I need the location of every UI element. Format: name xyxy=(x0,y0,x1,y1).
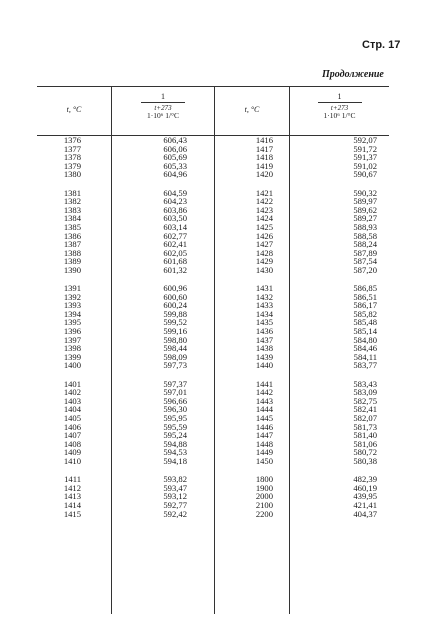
temperature-cell: 1377 xyxy=(63,143,81,154)
row-group xyxy=(135,136,187,179)
value-cell: 603,14 xyxy=(163,221,187,232)
row-group xyxy=(45,284,81,370)
value-cell: 460,19 xyxy=(353,482,377,493)
conversion-table xyxy=(37,86,389,623)
value-cell: 605,33 xyxy=(163,160,187,171)
row-group xyxy=(325,136,377,179)
temperature-cell: 1388 xyxy=(63,247,81,258)
column-value-left xyxy=(135,136,187,528)
fraction-numerator: 1 xyxy=(161,92,165,101)
column-t-right xyxy=(237,136,273,528)
column-t-left xyxy=(45,136,81,528)
header-fraction-1 xyxy=(112,93,214,121)
row-group xyxy=(325,380,377,466)
row-group xyxy=(237,189,273,275)
body-divider xyxy=(111,136,112,614)
temperature-cell: 1424 xyxy=(255,213,273,224)
value-cell: 599,16 xyxy=(163,326,187,337)
value-cell: 586,17 xyxy=(353,300,377,311)
temperature-cell: 1444 xyxy=(255,404,273,415)
value-cell: 581,73 xyxy=(353,421,377,432)
temperature-cell: 1447 xyxy=(255,430,273,441)
temperature-cell: 1380 xyxy=(63,169,81,180)
temperature-cell: 1428 xyxy=(255,247,273,258)
value-cell: 603,86 xyxy=(163,204,187,215)
temperature-cell: 1414 xyxy=(63,499,81,510)
temperature-cell: 1433 xyxy=(255,300,273,311)
row-group xyxy=(237,284,273,370)
header-frac-col-2 xyxy=(290,87,389,135)
temperature-cell: 1434 xyxy=(255,308,273,319)
row-group xyxy=(135,284,187,370)
temperature-cell: 1401 xyxy=(63,378,81,389)
value-cell: 604,59 xyxy=(163,187,187,198)
value-cell: 606,43 xyxy=(163,135,187,145)
value-cell: 590,67 xyxy=(353,169,377,180)
temperature-cell: 1384 xyxy=(63,213,81,224)
temperature-cell: 1416 xyxy=(255,135,273,145)
value-cell: 590,32 xyxy=(353,187,377,198)
temperature-cell: 1432 xyxy=(255,291,273,302)
fraction-numerator: 1 xyxy=(337,92,342,101)
temperature-cell: 1396 xyxy=(63,326,81,337)
value-cell: 596,30 xyxy=(163,404,187,415)
temperature-cell: 1402 xyxy=(63,387,81,398)
value-cell: 604,96 xyxy=(163,169,187,180)
value-cell: 591,37 xyxy=(353,152,377,163)
temperature-cell: 1387 xyxy=(63,239,81,250)
header-t-label-2: t, °C xyxy=(244,105,260,114)
value-cell: 482,39 xyxy=(353,474,377,485)
value-cell: 603,50 xyxy=(163,213,187,224)
value-cell: 601,68 xyxy=(163,256,187,267)
temperature-cell: 1422 xyxy=(255,196,273,207)
row-group xyxy=(237,136,273,179)
value-cell: 589,62 xyxy=(353,204,377,215)
value-cell: 599,52 xyxy=(163,317,187,328)
temperature-cell: 1427 xyxy=(255,239,273,250)
temperature-cell: 1420 xyxy=(255,169,273,180)
value-cell: 593,47 xyxy=(163,482,187,493)
value-cell: 585,82 xyxy=(353,308,377,319)
value-cell: 589,97 xyxy=(353,196,377,207)
value-cell: 588,24 xyxy=(353,239,377,250)
temperature-cell: 1417 xyxy=(255,143,273,154)
value-cell: 593,12 xyxy=(163,491,187,502)
value-cell: 604,23 xyxy=(163,196,187,207)
temperature-cell: 1450 xyxy=(255,455,273,466)
value-cell: 601,32 xyxy=(163,264,187,275)
temperature-cell: 1408 xyxy=(63,438,81,449)
value-cell: 602,77 xyxy=(163,230,187,241)
value-cell: 581,06 xyxy=(353,438,377,449)
value-cell: 594,53 xyxy=(163,447,187,458)
value-cell: 580,38 xyxy=(353,455,377,466)
value-cell: 587,54 xyxy=(353,256,377,267)
temperature-cell: 1439 xyxy=(255,351,273,362)
temperature-cell: 1431 xyxy=(255,283,273,294)
row-group xyxy=(325,189,377,275)
temperature-cell: 1438 xyxy=(255,343,273,354)
value-cell: 595,95 xyxy=(163,413,187,423)
value-cell: 592,77 xyxy=(163,499,187,510)
value-cell: 595,59 xyxy=(163,421,187,432)
page-number-label: Стр. 17 xyxy=(362,39,401,51)
value-cell: 582,41 xyxy=(353,404,377,415)
value-cell: 581,40 xyxy=(353,430,377,441)
header-t-col-1 xyxy=(37,87,111,135)
value-cell: 602,05 xyxy=(163,247,187,258)
temperature-cell: 1379 xyxy=(63,160,81,171)
temperature-cell: 1418 xyxy=(255,152,273,163)
value-cell: 587,89 xyxy=(353,247,377,258)
temperature-cell: 1419 xyxy=(255,160,273,171)
fraction-unit: 1·10⁶ 1/°C xyxy=(323,111,356,120)
value-cell: 600,96 xyxy=(163,283,187,294)
value-cell: 589,27 xyxy=(353,213,377,224)
value-cell: 587,20 xyxy=(353,264,377,275)
value-cell: 585,48 xyxy=(353,317,377,328)
temperature-cell: 2200 xyxy=(255,508,273,519)
row-group xyxy=(45,475,81,518)
body-divider xyxy=(214,136,215,614)
value-cell: 582,75 xyxy=(353,395,377,406)
temperature-cell: 1443 xyxy=(255,395,273,406)
temperature-cell: 1395 xyxy=(63,317,81,328)
value-cell: 598,80 xyxy=(163,334,187,345)
temperature-cell: 1430 xyxy=(255,264,273,275)
temperature-cell: 1390 xyxy=(63,264,81,275)
value-cell: 600,60 xyxy=(163,291,187,302)
temperature-cell: 1425 xyxy=(255,221,273,232)
temperature-cell: 1393 xyxy=(63,300,81,311)
value-cell: 583,77 xyxy=(353,360,377,371)
temperature-cell: 1400 xyxy=(63,360,81,371)
temperature-cell: 1407 xyxy=(63,430,81,441)
temperature-cell: 2000 xyxy=(255,491,273,502)
row-group xyxy=(45,136,81,179)
value-cell: 593,82 xyxy=(163,474,187,485)
temperature-cell: 1376 xyxy=(63,135,81,145)
value-cell: 586,85 xyxy=(353,283,377,294)
header-t-label-1: t, °C xyxy=(66,105,82,114)
temperature-cell: 1429 xyxy=(255,256,273,267)
row-group xyxy=(325,475,377,518)
value-cell: 600,24 xyxy=(163,300,187,311)
value-cell: 439,95 xyxy=(353,491,377,502)
temperature-cell: 1398 xyxy=(63,343,81,354)
value-cell: 597,01 xyxy=(163,387,187,398)
value-cell: 596,66 xyxy=(163,395,187,406)
value-cell: 591,72 xyxy=(353,143,377,154)
temperature-cell: 1385 xyxy=(63,221,81,232)
row-group xyxy=(237,475,273,518)
row-group xyxy=(237,380,273,466)
continuation-label: Продолжение xyxy=(322,69,384,80)
value-cell: 592,07 xyxy=(353,135,377,145)
temperature-cell: 2100 xyxy=(255,499,273,510)
temperature-cell: 1440 xyxy=(255,360,273,371)
temperature-cell: 1446 xyxy=(255,421,273,432)
header-t-col-2 xyxy=(215,87,289,135)
value-cell: 591,02 xyxy=(353,160,377,171)
temperature-cell: 1411 xyxy=(64,474,81,485)
value-cell: 588,93 xyxy=(353,221,377,232)
fraction-denominator: t+273 xyxy=(330,103,349,112)
temperature-cell: 1900 xyxy=(255,482,273,493)
temperature-cell: 1436 xyxy=(255,326,273,337)
temperature-cell: 1406 xyxy=(63,421,81,432)
value-cell: 583,43 xyxy=(353,378,377,389)
temperature-cell: 1426 xyxy=(255,230,273,241)
value-cell: 585,14 xyxy=(353,326,377,337)
row-group xyxy=(135,189,187,275)
value-cell: 597,73 xyxy=(163,360,187,371)
temperature-cell: 1392 xyxy=(63,291,81,302)
value-cell: 584,11 xyxy=(353,351,377,362)
value-cell: 602,41 xyxy=(163,239,187,250)
temperature-cell: 1404 xyxy=(63,404,81,415)
temperature-cell: 1409 xyxy=(63,447,81,458)
value-cell: 584,80 xyxy=(353,334,377,345)
temperature-cell: 1441 xyxy=(255,378,273,389)
value-cell: 588,58 xyxy=(353,230,377,241)
body-divider xyxy=(289,136,290,614)
value-cell: 592,42 xyxy=(163,508,187,519)
value-cell: 599,88 xyxy=(163,308,187,319)
column-value-right xyxy=(325,136,377,528)
row-group xyxy=(45,189,81,275)
value-cell: 597,37 xyxy=(163,378,187,389)
value-cell: 595,24 xyxy=(163,430,187,441)
value-cell: 598,44 xyxy=(163,343,187,354)
value-cell: 594,88 xyxy=(163,438,187,449)
table-body xyxy=(37,136,389,623)
value-cell: 605,69 xyxy=(163,152,187,163)
value-cell: 586,51 xyxy=(353,291,377,302)
value-cell: 404,37 xyxy=(353,508,377,519)
temperature-cell: 1423 xyxy=(255,204,273,215)
temperature-cell: 1391 xyxy=(63,283,81,294)
temperature-cell: 1403 xyxy=(63,395,81,406)
temperature-cell: 1448 xyxy=(255,438,273,449)
temperature-cell: 1381 xyxy=(63,187,81,198)
temperature-cell: 1386 xyxy=(63,230,81,241)
temperature-cell: 1389 xyxy=(63,256,81,267)
fraction-bar xyxy=(318,102,362,103)
temperature-cell: 1394 xyxy=(63,308,81,319)
header-frac-col-1 xyxy=(112,87,214,135)
temperature-cell: 1405 xyxy=(63,413,81,423)
temperature-cell: 1421 xyxy=(255,187,273,198)
temperature-cell: 1445 xyxy=(255,413,273,423)
value-cell: 583,09 xyxy=(353,387,377,398)
temperature-cell: 1383 xyxy=(63,204,81,215)
fraction-bar xyxy=(141,102,185,103)
temperature-cell: 1413 xyxy=(63,491,81,502)
table-header xyxy=(37,87,389,135)
value-cell: 598,09 xyxy=(163,351,187,362)
temperature-cell: 1382 xyxy=(63,196,81,207)
value-cell: 594,18 xyxy=(163,455,187,466)
temperature-cell: 1800 xyxy=(255,474,273,485)
temperature-cell: 1412 xyxy=(63,482,81,493)
temperature-cell: 1437 xyxy=(255,334,273,345)
value-cell: 421,41 xyxy=(353,499,377,510)
row-group xyxy=(45,380,81,466)
row-group xyxy=(135,380,187,466)
temperature-cell: 1410 xyxy=(63,455,81,466)
temperature-cell: 1435 xyxy=(255,317,273,328)
fraction-unit: 1·10⁶ 1/°C xyxy=(146,111,180,120)
temperature-cell: 1449 xyxy=(255,447,273,458)
temperature-cell: 1415 xyxy=(63,508,81,519)
row-group xyxy=(135,475,187,518)
header-fraction-2 xyxy=(290,93,389,121)
value-cell: 584,46 xyxy=(353,343,377,354)
value-cell: 582,07 xyxy=(353,413,377,423)
value-cell: 606,06 xyxy=(163,143,187,154)
temperature-cell: 1442 xyxy=(255,387,273,398)
row-group xyxy=(325,284,377,370)
temperature-cell: 1378 xyxy=(63,152,81,163)
value-cell: 580,72 xyxy=(353,447,377,458)
temperature-cell: 1397 xyxy=(63,334,81,345)
temperature-cell: 1399 xyxy=(63,351,81,362)
fraction-denominator: t+273 xyxy=(154,103,172,112)
